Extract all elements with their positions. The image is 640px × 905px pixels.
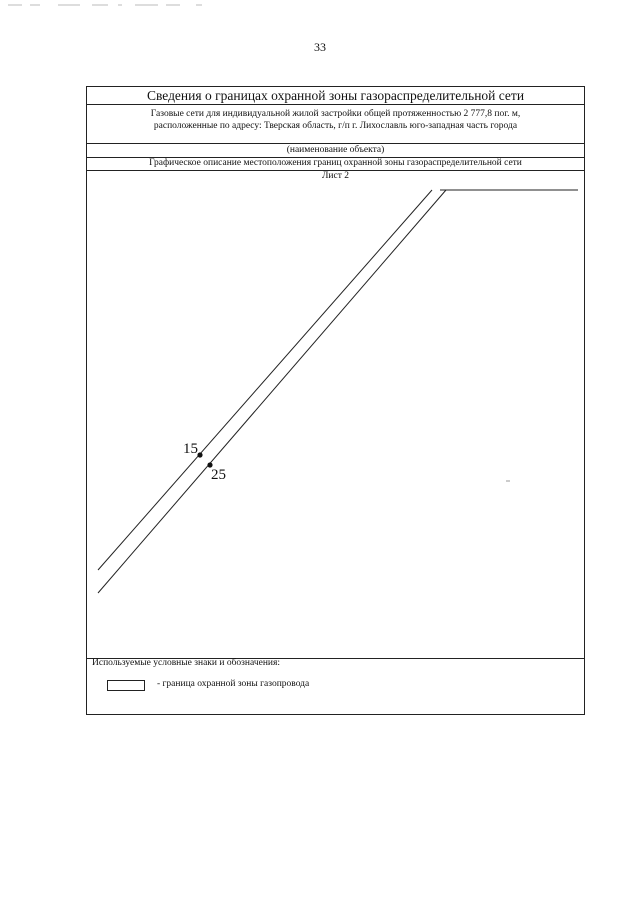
sheet-label: Лист 2	[321, 171, 350, 181]
legend-header: Используемые условные знаки и обозначения:	[92, 658, 281, 668]
protection-zone-form	[86, 86, 585, 715]
divider	[87, 104, 584, 105]
legend-boundary-symbol	[107, 680, 145, 691]
point-15-label: 15	[183, 441, 198, 457]
object-description-line-1: Газовые сети для индивидуальной жилой застройки общей протяженностью 2 777,8 пог. м,	[150, 109, 521, 119]
form-title: Сведения о границах охранной зоны газораспределительной сети	[146, 88, 525, 103]
graphic-description-title: Графическое описание местоположения границ охранной зоны газораспределительной сети	[149, 158, 522, 168]
object-description	[95, 108, 576, 132]
divider	[87, 143, 584, 144]
object-caption: (наименование объекта)	[286, 145, 385, 155]
object-description-line-2: расположенные по адресу: Тверская область, г/п г. Лихославль юго-западная часть города	[153, 121, 518, 131]
legend-item-text: - граница охранной зоны газопровода	[157, 679, 310, 689]
page-number: 33	[314, 40, 326, 54]
point-25-label: 25	[211, 467, 226, 483]
